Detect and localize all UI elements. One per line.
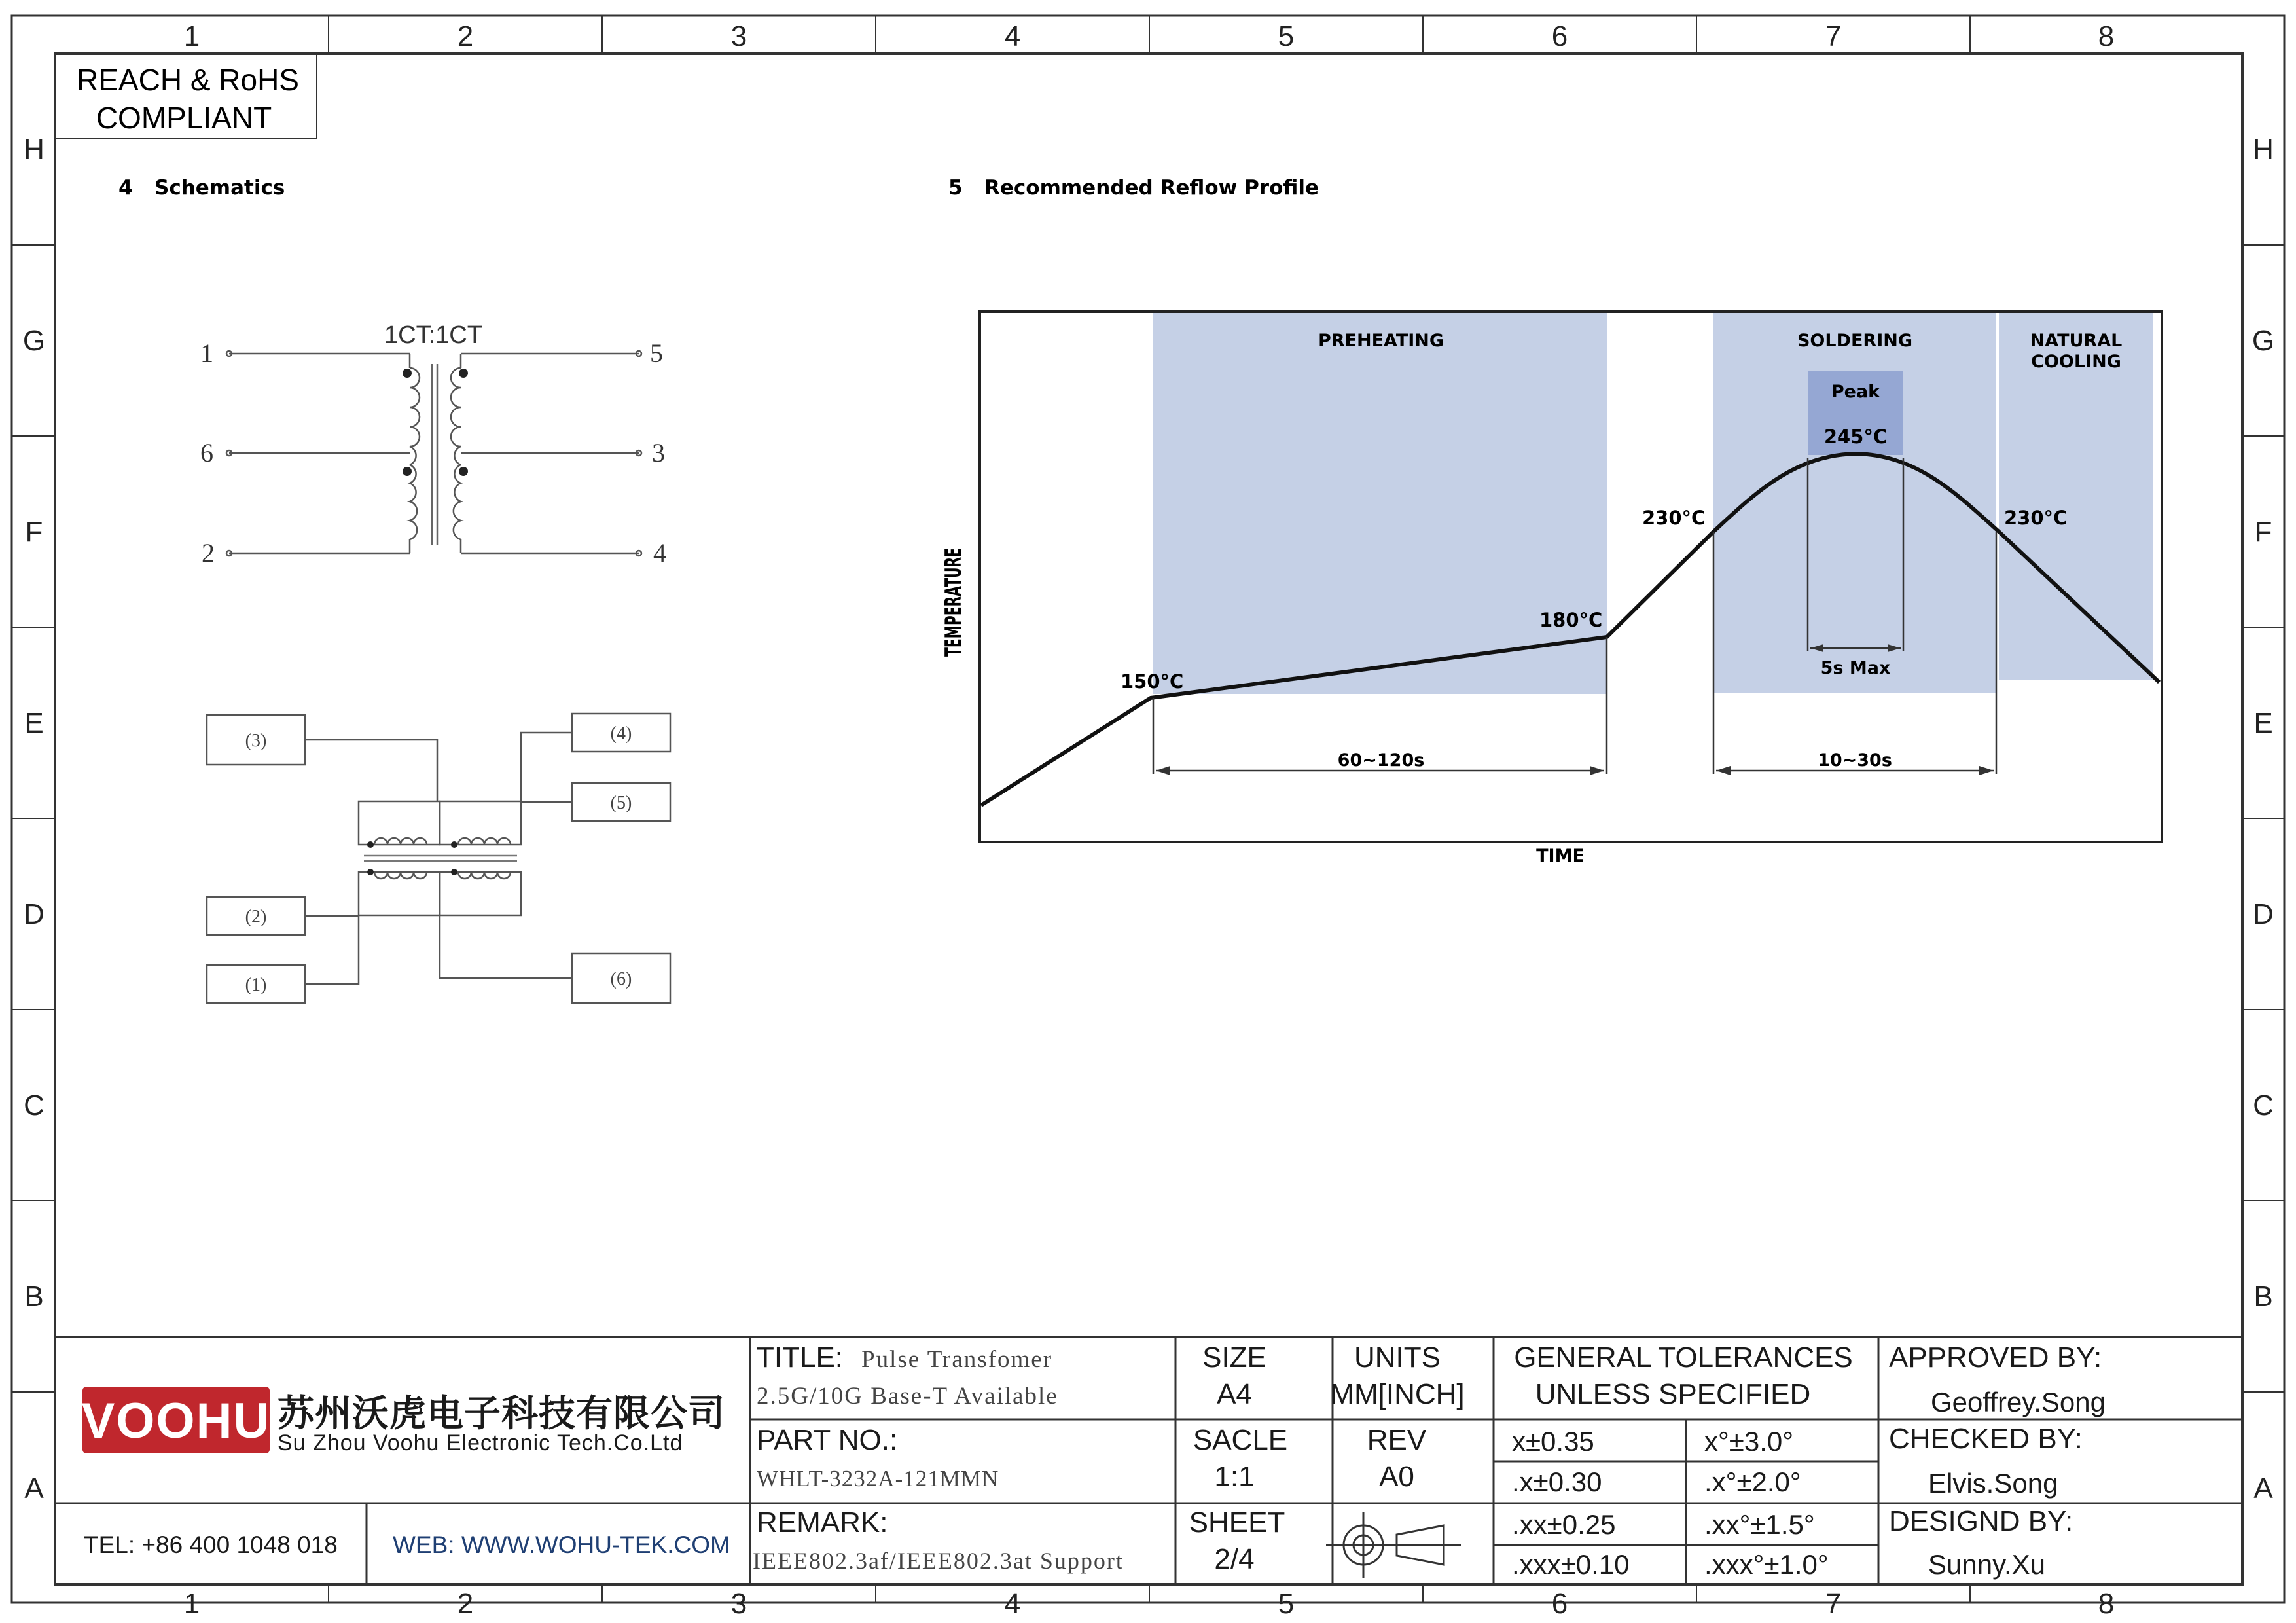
projection-symbol-icon <box>1326 1512 1461 1578</box>
compliance-line1: REACH & RoHS <box>77 63 299 97</box>
column-label-top: 4 <box>1004 20 1021 52</box>
transformer-symbol <box>226 321 641 556</box>
row-label-right: E <box>2253 707 2273 739</box>
temp-245: 245°C <box>1823 426 1888 448</box>
company-logo-text: VOOHU <box>81 1393 271 1449</box>
tolerance-angular-4: .xxx°±1.0° <box>1704 1549 1829 1580</box>
reflow-section <box>940 176 2162 866</box>
preheating-zone <box>1153 313 1607 694</box>
pin-label-left-3: 2 <box>202 538 215 568</box>
soldering-zone <box>1713 313 1996 693</box>
row-label-left: C <box>24 1089 45 1122</box>
tolerance-linear-1: x±0.35 <box>1512 1426 1594 1457</box>
pad-label-1: (1) <box>245 975 267 995</box>
y-axis-label: TEMPERATURE <box>940 547 967 657</box>
row-label-left: A <box>24 1472 44 1504</box>
zone-grid <box>12 16 2284 1620</box>
column-label-bottom: 2 <box>457 1588 474 1620</box>
pad-polarity-dots <box>367 841 457 875</box>
duration-preheat: 60~120s <box>1337 750 1425 771</box>
tolerance-angular-2: .x°±2.0° <box>1704 1467 1801 1497</box>
column-label-top: 6 <box>1551 20 1568 52</box>
title-subtitle: 2.5G/10G Base-T Available <box>757 1383 1058 1410</box>
rev-value: A0 <box>1379 1461 1414 1493</box>
remark-label: REMARK: <box>757 1506 888 1539</box>
column-label-top: 7 <box>1825 20 1842 52</box>
column-label-bottom: 5 <box>1278 1588 1295 1620</box>
pad-label-5: (5) <box>610 793 632 813</box>
column-label-top: 3 <box>730 20 747 52</box>
row-label-left: F <box>25 516 43 548</box>
row-label-right: F <box>2254 516 2272 548</box>
pad-label-3: (3) <box>245 731 267 751</box>
row-label-right: B <box>2253 1281 2273 1313</box>
pin-label-right-3: 4 <box>653 538 666 568</box>
temp-180: 180°C <box>1539 609 1603 631</box>
size-label: SIZE <box>1202 1341 1266 1374</box>
sheet-label: SHEET <box>1189 1506 1285 1539</box>
units-label: UNITS <box>1354 1341 1441 1374</box>
soldering-label: SOLDERING <box>1797 331 1913 351</box>
scale-value: 1:1 <box>1214 1461 1255 1493</box>
pad-label-6: (6) <box>610 969 632 989</box>
duration-soldering: 10~30s <box>1818 750 1892 771</box>
scale-label: SACLE <box>1193 1424 1288 1456</box>
row-label-left: D <box>24 898 45 930</box>
contact-tel: TEL: +86 400 1048 018 <box>84 1531 338 1558</box>
tolerance-angular-1: x°±3.0° <box>1704 1426 1794 1457</box>
checked-by-label: CHECKED BY: <box>1889 1423 2083 1455</box>
pin-label-left-1: 1 <box>200 338 213 368</box>
tolerance-linear-4: .xxx±0.10 <box>1512 1549 1630 1580</box>
column-label-bottom: 1 <box>183 1588 200 1620</box>
schematics-section <box>118 176 670 1003</box>
column-label-bottom: 8 <box>2098 1588 2115 1620</box>
turns-ratio: 1CT:1CT <box>384 321 482 349</box>
schematics-title: Schematics <box>154 176 285 200</box>
pin-label-right-1: 5 <box>650 338 663 368</box>
designed-by-label: DESIGND BY: <box>1889 1505 2073 1537</box>
approved-by-label: APPROVED BY: <box>1889 1341 2102 1374</box>
row-label-left: B <box>24 1281 44 1313</box>
column-label-bottom: 3 <box>730 1588 747 1620</box>
title-block <box>55 1337 2242 1584</box>
checked-by-value: Elvis.Song <box>1928 1468 2058 1499</box>
temp-230-right: 230°C <box>2004 507 2068 529</box>
compliance-box <box>55 54 317 139</box>
pin-label-left-2: 6 <box>200 438 213 467</box>
row-label-left: G <box>22 325 46 357</box>
company-name-cn: 苏州沃虎电子科技有限公司 <box>278 1393 725 1434</box>
approved-by-value: Geoffrey.Song <box>1931 1387 2106 1417</box>
tolerance-linear-3: .xx±0.25 <box>1512 1509 1616 1540</box>
column-label-top: 8 <box>2098 20 2115 52</box>
cooling-label-1: NATURAL <box>2030 331 2123 351</box>
reflow-title: Recommended Reflow Profile <box>984 176 1319 200</box>
units-value: MM[INCH] <box>1330 1378 1465 1410</box>
tolerances-heading-2: UNLESS SPECIFIED <box>1535 1378 1811 1410</box>
tolerance-linear-2: .x±0.30 <box>1512 1467 1602 1497</box>
part-number-label: PART NO.: <box>757 1424 898 1456</box>
temp-150: 150°C <box>1121 670 1184 693</box>
temp-230-left: 230°C <box>1642 507 1706 529</box>
contact-web[interactable]: WEB: WWW.WOHU-TEK.COM <box>393 1531 730 1558</box>
company-name-en: Su Zhou Voohu Electronic Tech.Co.Ltd <box>278 1431 683 1455</box>
column-label-bottom: 4 <box>1004 1588 1021 1620</box>
row-label-left: H <box>24 134 45 166</box>
size-value: A4 <box>1217 1378 1252 1410</box>
pad-label-4: (4) <box>610 723 632 744</box>
pad-layout-diagram <box>207 714 670 1003</box>
row-label-right: D <box>2253 898 2274 930</box>
column-label-bottom: 7 <box>1825 1588 1842 1620</box>
column-label-top: 5 <box>1278 20 1295 52</box>
column-label-top: 2 <box>457 20 474 52</box>
reflow-number: 5 <box>948 176 963 200</box>
tolerance-angular-3: .xx°±1.5° <box>1704 1509 1815 1540</box>
column-label-top: 1 <box>183 20 200 52</box>
duration-peak: 5s Max <box>1820 658 1891 678</box>
pin-label-right-2: 3 <box>652 438 665 467</box>
row-label-right: C <box>2253 1089 2274 1122</box>
column-label-bottom: 6 <box>1551 1588 1568 1620</box>
sheet-value: 2/4 <box>1214 1543 1255 1575</box>
designed-by-value: Sunny.Xu <box>1928 1549 2046 1580</box>
row-label-right: G <box>2251 325 2275 357</box>
cooling-label-2: COOLING <box>2031 352 2121 372</box>
row-label-left: E <box>24 707 44 739</box>
title-value: Pulse Transfomer <box>861 1346 1053 1373</box>
row-label-right: H <box>2253 134 2274 166</box>
compliance-line2: COMPLIANT <box>96 101 272 135</box>
rev-label: REV <box>1367 1424 1427 1456</box>
preheating-label: PREHEATING <box>1318 331 1444 351</box>
title-label: TITLE: <box>757 1341 844 1374</box>
x-axis-label: TIME <box>1536 846 1585 866</box>
peak-label: Peak <box>1831 382 1880 402</box>
remark-value: IEEE802.3af/IEEE802.3at Support <box>753 1548 1124 1574</box>
schematics-number: 4 <box>118 176 133 200</box>
part-number-value: WHLT-3232A-121MMN <box>757 1466 999 1491</box>
tolerances-heading-1: GENERAL TOLERANCES <box>1514 1341 1853 1374</box>
pad-label-2: (2) <box>245 907 267 927</box>
row-label-right: A <box>2253 1472 2273 1504</box>
